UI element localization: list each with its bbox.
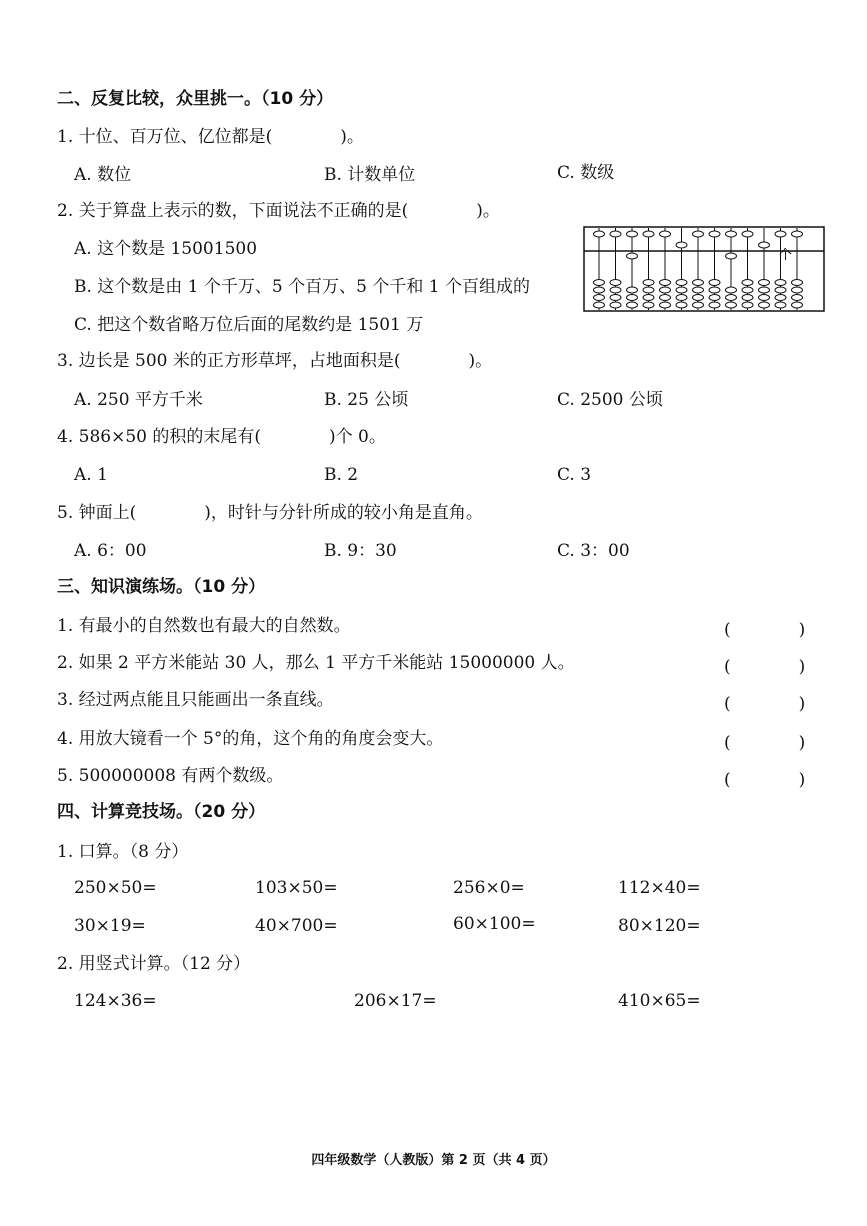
abacus-bead: [643, 231, 654, 237]
abacus-bead: [693, 287, 704, 293]
abacus-bead: [660, 295, 671, 301]
abacus-bead: [759, 295, 770, 301]
abacus-bead: [742, 280, 753, 286]
abacus-bead: [660, 280, 671, 286]
abacus-bead: [627, 287, 638, 293]
abacus-bead: [676, 287, 687, 293]
abacus-bead: [643, 302, 654, 308]
abacus-bead: [660, 287, 671, 293]
q5-option-b[interactable]: B. 9：30: [324, 541, 397, 561]
q1-option-c[interactable]: C. 数级: [557, 163, 615, 183]
q2-option-a[interactable]: A. 这个数是 15001500: [74, 239, 258, 259]
judge-item-2: 2. 如果 2 平方米能站 30 人，那么 1 平方千米能站 15000000 人。: [57, 653, 575, 673]
abacus-bead: [742, 295, 753, 301]
oral-calc-item: 250×50=: [74, 878, 157, 898]
q5-stem: 5. 钟面上( )，时针与分针所成的较小角是直角。: [57, 503, 483, 523]
oral-calc-item: 112×40=: [618, 878, 701, 898]
judge-answer-5[interactable]: ( ): [724, 770, 806, 790]
abacus-bead: [759, 287, 770, 293]
judge-item-5: 5. 500000008 有两个数级。: [57, 766, 284, 786]
q5-option-a[interactable]: A. 6：00: [74, 541, 147, 561]
abacus-bead: [742, 231, 753, 237]
abacus-bead: [792, 231, 803, 237]
q2-option-c[interactable]: C. 把这个数省略万位后面的尾数约是 1501 万: [74, 315, 424, 335]
abacus-bead: [726, 295, 737, 301]
q3-option-b[interactable]: B. 25 公顷: [324, 390, 409, 410]
oral-calc-item: 256×0=: [453, 878, 525, 898]
abacus-bead: [594, 295, 605, 301]
oral-calc-item: 40×700=: [255, 916, 338, 936]
abacus-bead: [594, 302, 605, 308]
oral-calc-item: 80×120=: [618, 916, 701, 936]
abacus-bead: [775, 231, 786, 237]
abacus-bead: [660, 231, 671, 237]
abacus-bead: [693, 295, 704, 301]
oral-calc-title: 1. 口算。（8 分）: [57, 842, 189, 862]
abacus-bead: [676, 295, 687, 301]
q4-option-c[interactable]: C. 3: [557, 465, 592, 485]
section-4-title: 四、计算竞技场。（20 分）: [57, 802, 266, 822]
abacus-bead: [594, 280, 605, 286]
abacus-bead: [627, 253, 638, 259]
oral-calc-item: 60×100=: [453, 914, 536, 934]
judge-item-3: 3. 经过两点能且只能画出一条直线。: [57, 690, 334, 710]
abacus-bead: [709, 280, 720, 286]
abacus-bead: [742, 302, 753, 308]
abacus-bead: [792, 302, 803, 308]
q1-option-b[interactable]: B. 计数单位: [324, 165, 416, 185]
abacus-bead: [594, 287, 605, 293]
abacus-bead: [660, 302, 671, 308]
judge-answer-3[interactable]: ( ): [724, 694, 806, 714]
abacus-bead: [726, 302, 737, 308]
abacus-bead: [643, 287, 654, 293]
vertical-calc-item: 124×36=: [74, 991, 157, 1011]
abacus-bead: [775, 280, 786, 286]
section-2-title: 二、反复比较，众里挑一。（10 分）: [57, 89, 334, 109]
abacus-bead: [759, 302, 770, 308]
judge-answer-1[interactable]: ( ): [724, 620, 806, 640]
abacus-bead: [709, 302, 720, 308]
q4-option-b[interactable]: B. 2: [324, 465, 359, 485]
abacus-bead: [610, 295, 621, 301]
q1-option-a[interactable]: A. 数位: [74, 165, 132, 185]
judge-item-4: 4. 用放大镜看一个 5°的角，这个角的角度会变大。: [57, 729, 444, 749]
q4-option-a[interactable]: A. 1: [74, 465, 108, 485]
abacus-bead: [676, 242, 687, 248]
abacus-bead: [594, 231, 605, 237]
q1-stem: 1. 十位、百万位、亿位都是( )。: [57, 127, 364, 147]
section-3-title: 三、知识演练场。（10 分）: [57, 577, 266, 597]
abacus-bead: [627, 302, 638, 308]
q5-option-c[interactable]: C. 3：00: [557, 541, 630, 561]
abacus-bead: [627, 231, 638, 237]
abacus-bead: [759, 242, 770, 248]
q3-option-a[interactable]: A. 250 平方千米: [74, 390, 203, 410]
abacus-bead: [693, 302, 704, 308]
abacus-bead: [775, 302, 786, 308]
abacus-bead: [610, 287, 621, 293]
vertical-calc-item: 206×17=: [354, 991, 437, 1011]
abacus-bead: [792, 280, 803, 286]
abacus-bead: [627, 295, 638, 301]
abacus-bead: [726, 253, 737, 259]
abacus-bead: [643, 295, 654, 301]
abacus-image: [583, 226, 825, 312]
abacus-bead: [693, 280, 704, 286]
q4-stem: 4. 586×50 的积的末尾有( )个 0。: [57, 427, 386, 447]
oral-calc-item: 30×19=: [74, 916, 146, 936]
judge-item-1: 1. 有最小的自然数也有最大的自然数。: [57, 616, 351, 636]
abacus-bead: [676, 280, 687, 286]
abacus-bead: [709, 231, 720, 237]
abacus-bead: [775, 287, 786, 293]
vertical-calc-item: 410×65=: [618, 991, 701, 1011]
q2-stem: 2. 关于算盘上表示的数，下面说法不正确的是( )。: [57, 201, 500, 221]
abacus-bead: [726, 287, 737, 293]
abacus-bead: [709, 295, 720, 301]
abacus-bead: [643, 280, 654, 286]
q2-option-b[interactable]: B. 这个数是由 1 个千万、5 个百万、5 个千和 1 个百组成的: [74, 277, 530, 297]
q3-option-c[interactable]: C. 2500 公顷: [557, 390, 663, 410]
abacus-bead: [742, 287, 753, 293]
abacus-bead: [676, 302, 687, 308]
abacus-bead: [775, 295, 786, 301]
abacus-bead: [792, 295, 803, 301]
abacus-bead: [792, 287, 803, 293]
abacus-bead: [693, 231, 704, 237]
abacus-ones-label: 个: [779, 248, 793, 263]
vertical-calc-title: 2. 用竖式计算。（12 分）: [57, 954, 251, 974]
page-footer: 四年级数学（人教版）第 2 页（共 4 页）: [311, 1153, 556, 1168]
abacus-bead: [759, 280, 770, 286]
abacus-bead: [726, 231, 737, 237]
abacus-bead: [709, 287, 720, 293]
abacus-bead: [610, 231, 621, 237]
oral-calc-item: 103×50=: [255, 878, 338, 898]
q3-stem: 3. 边长是 500 米的正方形草坪，占地面积是( )。: [57, 351, 493, 371]
abacus-bead: [610, 280, 621, 286]
abacus-bead: [610, 302, 621, 308]
judge-answer-4[interactable]: ( ): [724, 733, 806, 753]
judge-answer-2[interactable]: ( ): [724, 657, 806, 677]
